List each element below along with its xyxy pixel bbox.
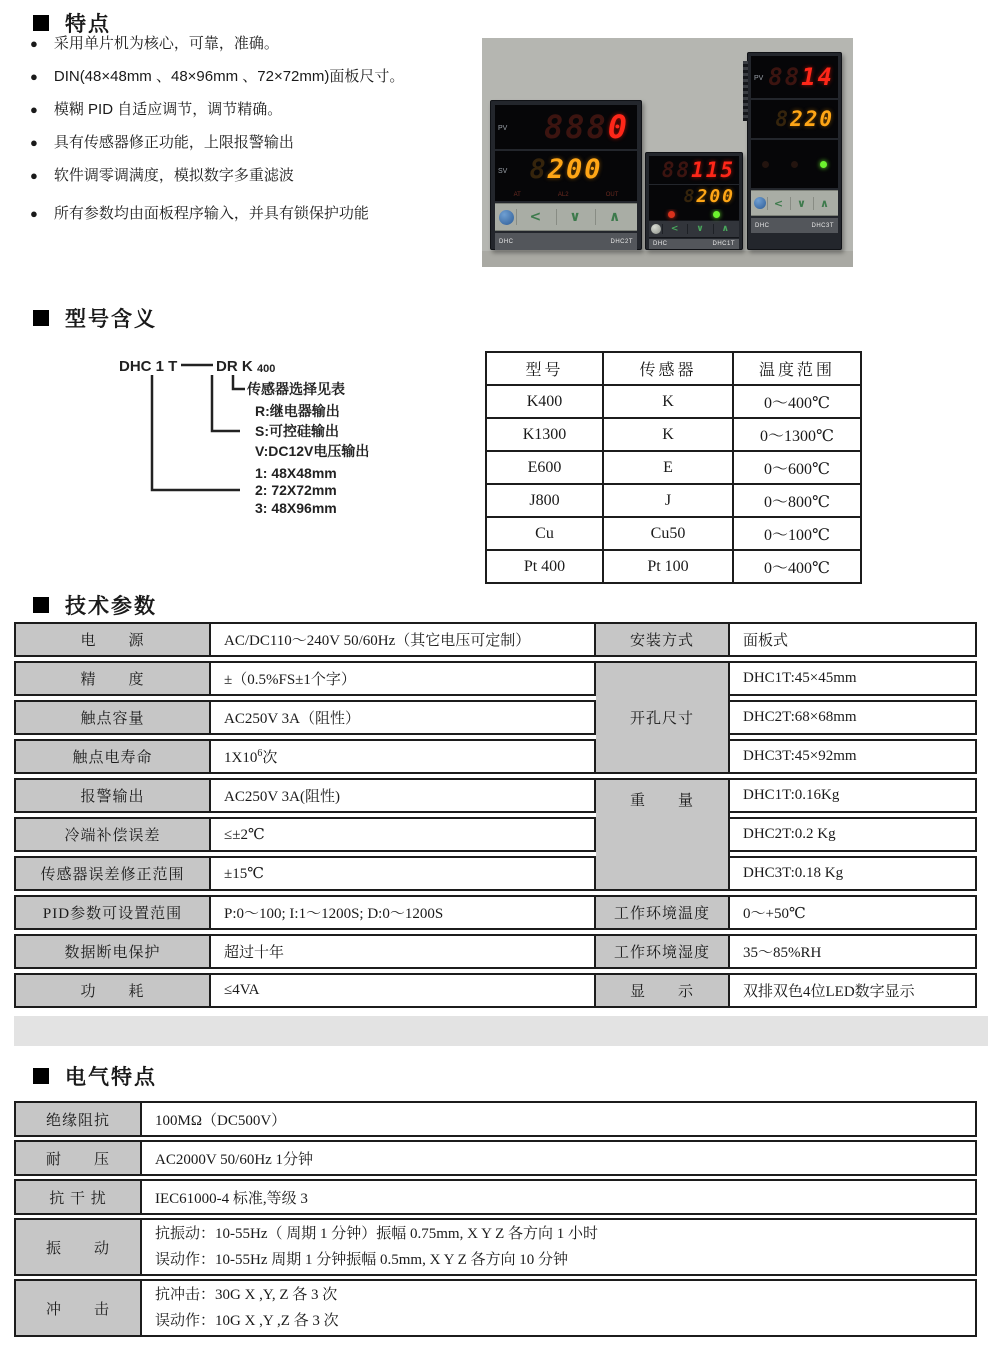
param-label: 显 示 — [596, 973, 730, 1008]
param-value: 面板式 — [730, 622, 977, 657]
value-tail: 次 — [262, 750, 278, 766]
param-value: 35～85%RH — [730, 934, 977, 969]
sv-display — [649, 185, 739, 209]
pv-value: 14 — [801, 63, 834, 91]
value-line-1: 抗冲击：30G X ,Y, Z 各 3 次 — [155, 1287, 338, 1303]
feature-item — [30, 66, 480, 99]
cell-range: 0～400℃ — [733, 385, 861, 418]
pv-value: 0 — [607, 108, 629, 146]
sv-value: 200 — [696, 186, 735, 207]
cell-range: 0～600℃ — [733, 451, 861, 484]
param-value — [142, 1279, 977, 1337]
ghost-digits: 8 — [529, 154, 548, 185]
indicator-out: OUT — [605, 192, 619, 198]
shift-button[interactable]: < — [767, 197, 789, 210]
param-label: 重 量 — [596, 778, 730, 891]
bullet-dot-icon: ● — [30, 168, 38, 183]
pv-label: PV — [754, 75, 764, 82]
param-value — [211, 739, 596, 774]
set-button[interactable] — [499, 210, 514, 225]
cell-model: K1300 — [486, 418, 603, 451]
tech-title: 技术参数 — [65, 595, 157, 618]
feature-item — [30, 165, 480, 198]
param-label: 抗 干 扰 — [14, 1179, 142, 1215]
cell-range: 0～400℃ — [733, 550, 861, 583]
table-row — [14, 973, 977, 1008]
section-square-icon — [33, 1068, 49, 1084]
table-row — [14, 1218, 977, 1276]
param-value: 0～+50℃ — [730, 895, 977, 930]
model-title: 型号含义 — [65, 308, 157, 331]
sv-display — [495, 151, 637, 189]
cell-sensor: Pt 100 — [603, 550, 733, 583]
param-value: DHC3T:45×92mm — [730, 739, 977, 774]
scr-output-label: S:可控硅输出 — [255, 423, 339, 439]
button-strip — [649, 220, 739, 238]
bullet-dot-icon: ● — [30, 36, 38, 51]
param-value: 100MΩ（DC500V） — [142, 1101, 977, 1137]
param-value: DHC1T:45×45mm — [730, 661, 977, 696]
table-row — [14, 622, 977, 657]
sensor-connector-line — [233, 375, 245, 389]
feature-item — [30, 33, 480, 66]
cell-model: Pt 400 — [486, 550, 603, 583]
size3-label: 3: 48X96mm — [255, 500, 337, 516]
table-row — [486, 418, 861, 451]
param-label: 冷端补偿误差 — [14, 817, 211, 852]
section-square-icon — [33, 597, 49, 613]
at-led — [762, 161, 769, 168]
param-label: 功 耗 — [14, 973, 211, 1008]
param-label: 触点电寿命 — [14, 739, 211, 774]
feature-text: 所有参数均由面板程序输入，并具有锁保护功能 — [53, 205, 369, 222]
alarm-led — [668, 211, 675, 218]
sensor-table-header — [486, 352, 861, 385]
down-button[interactable]: ∨ — [556, 209, 594, 225]
feature-item — [30, 99, 480, 132]
size-connector-line — [152, 375, 240, 490]
param-label: 工作环境温度 — [596, 895, 730, 930]
param-label: 触点容量 — [14, 700, 211, 735]
param-value: P:0～100; I:1～1200S; D:0～1200S — [211, 895, 596, 930]
bullet-dot-icon: ● — [30, 206, 38, 221]
table-row — [14, 1140, 977, 1176]
heatsink-vents — [743, 61, 748, 121]
param-label: 冲 击 — [14, 1279, 142, 1337]
sv-value: 220 — [790, 107, 834, 131]
cell-model: J800 — [486, 484, 603, 517]
controller-72x72 — [490, 100, 642, 250]
voltage-output-label: V:DC12V电压输出 — [255, 443, 370, 459]
model-text: DHC2T — [610, 238, 633, 245]
table-row — [486, 484, 861, 517]
value-superscript: 6 — [257, 748, 263, 759]
section-square-icon — [33, 15, 49, 31]
param-label: 报警输出 — [14, 778, 211, 813]
product-photo — [482, 38, 853, 267]
table-row — [14, 778, 977, 813]
cell-range: 0～100℃ — [733, 517, 861, 550]
feature-list — [30, 33, 480, 236]
param-label: PID参数可设置范围 — [14, 895, 211, 930]
ghost-digits: 88 — [661, 158, 692, 182]
table-row — [486, 451, 861, 484]
table-row — [14, 895, 977, 930]
brand-strip — [751, 218, 838, 233]
cell-sensor: J — [603, 484, 733, 517]
model-text: DHC1T — [712, 241, 735, 247]
sv-label: SV — [498, 168, 508, 175]
cell-model: Cu — [486, 517, 603, 550]
bullet-dot-icon: ● — [30, 102, 38, 117]
cell-model: E600 — [486, 451, 603, 484]
shift-button[interactable]: < — [516, 209, 554, 225]
model-heading — [33, 303, 157, 333]
ghost-digits: 8 — [683, 186, 697, 207]
param-value: IEC61000-4 标准,等级 3 — [142, 1179, 977, 1215]
controller-48x96 — [747, 52, 842, 250]
pv-display — [751, 56, 838, 98]
pv-value: 115 — [691, 158, 735, 182]
value-line-1: 抗振动：10-55Hz（ 周期 1 分钟）振幅 0.75mm, X Y Z 各方向 1 小时 — [155, 1226, 599, 1242]
param-value: AC/DC110～240V 50/60Hz（其它电压可定制） — [211, 622, 596, 657]
out-led — [713, 211, 720, 218]
cell-sensor: E — [603, 451, 733, 484]
table-row — [14, 817, 977, 852]
ghost-digits: 8 — [775, 107, 791, 131]
value-line-2: 误动作：10G X ,Y ,Z 各 3 次 — [155, 1313, 339, 1329]
param-value: ±15℃ — [211, 856, 596, 891]
table-row — [486, 517, 861, 550]
model-text: DHC3T — [811, 222, 834, 229]
sv-display — [751, 100, 838, 138]
brand-text: DHC — [499, 238, 514, 245]
param-value: 超过十年 — [211, 934, 596, 969]
col-header-range: 温度范围 — [733, 352, 861, 385]
sensor-select-label: 传感器选择见表 — [247, 381, 345, 397]
param-value: 双排双色4位LED数字显示 — [730, 973, 977, 1008]
size2-label: 2: 72X72mm — [255, 482, 337, 498]
code-suffix: 400 — [257, 363, 276, 375]
cell-range: 0～1300℃ — [733, 418, 861, 451]
table-row — [14, 661, 977, 696]
col-header-model: 型号 — [486, 352, 603, 385]
param-value: DHC1T:0.16Kg — [730, 778, 977, 813]
param-label: 耐 压 — [14, 1140, 142, 1176]
relay-output-label: R:继电器输出 — [255, 403, 340, 419]
shift-button[interactable]: < — [662, 224, 686, 234]
button-strip — [495, 203, 637, 231]
table-row — [14, 856, 977, 891]
indicator-at: AT — [513, 192, 521, 198]
pv-label: PV — [498, 125, 508, 132]
up-button[interactable]: ∧ — [813, 197, 835, 210]
electrical-title: 电气特点 — [65, 1066, 157, 1089]
indicator-al2: AL2 — [557, 192, 569, 198]
size1-label: 1: 48X48mm — [255, 465, 337, 481]
param-value: DHC2T:0.2 Kg — [730, 817, 977, 852]
indicator-row — [751, 140, 838, 188]
ghost-digits: 888 — [543, 108, 608, 146]
param-label: 传感器误差修正范围 — [14, 856, 211, 891]
param-value: AC250V 3A(阻性) — [211, 778, 596, 813]
param-value — [142, 1218, 977, 1276]
cell-model: K400 — [486, 385, 603, 418]
controller-48x48 — [645, 152, 743, 250]
button-strip — [751, 190, 838, 216]
up-button[interactable]: ∧ — [713, 224, 737, 234]
table-row — [14, 1279, 977, 1337]
table-row — [14, 700, 977, 735]
table-row — [486, 385, 861, 418]
code-mid: DR K — [216, 358, 253, 375]
feature-text: 具有传感器修正功能，上限报警输出 — [53, 134, 294, 151]
param-label: 绝缘阻抗 — [14, 1101, 142, 1137]
value-base: 1X10 — [224, 750, 258, 766]
model-code-diagram — [105, 352, 435, 537]
pv-display — [649, 156, 739, 184]
col-header-sensor: 传感器 — [603, 352, 733, 385]
ghost-digits: 88 — [768, 63, 802, 91]
features-title: 特点 — [65, 13, 111, 36]
brand-text: DHC — [653, 241, 668, 247]
photo-tabletop — [482, 251, 853, 267]
tech-params-table — [14, 618, 977, 1012]
cell-range: 0～800℃ — [733, 484, 861, 517]
param-label: 安装方式 — [596, 622, 730, 657]
param-label: 电 源 — [14, 622, 211, 657]
param-label: 开孔尺寸 — [596, 661, 730, 774]
param-value: ≤±2℃ — [211, 817, 596, 852]
param-value: AC2000V 50/60Hz 1分钟 — [142, 1140, 977, 1176]
indicator-row — [495, 189, 637, 201]
table-row — [14, 934, 977, 969]
value-line-2: 误动作：10-55Hz 周期 1 分钟振幅 0.5mm, X Y Z 各方向 10 分钟 — [155, 1252, 569, 1268]
code-prefix: DHC 1 T — [119, 358, 178, 375]
table-row — [14, 1179, 977, 1215]
section-square-icon — [33, 310, 49, 326]
down-button[interactable]: ∨ — [790, 197, 812, 210]
pv-display — [495, 105, 637, 149]
up-button[interactable]: ∧ — [595, 209, 633, 225]
param-value: ±（0.5%FS±1个字） — [211, 661, 596, 696]
electrical-table — [14, 1098, 977, 1340]
table-footer-band — [14, 1016, 988, 1046]
param-label: 工作环境湿度 — [596, 934, 730, 969]
feature-text: 模糊 PID 自适应调节，调节精确。 — [53, 101, 283, 118]
cell-sensor: Cu50 — [603, 517, 733, 550]
sv-value: 200 — [547, 154, 603, 185]
feature-text: 采用单片机为核心，可靠，准确。 — [53, 35, 279, 52]
param-value: AC250V 3A（阻性） — [211, 700, 596, 735]
output-connector-line — [212, 375, 240, 431]
down-button[interactable]: ∨ — [687, 224, 711, 234]
cell-sensor: K — [603, 385, 733, 418]
feature-item — [30, 132, 480, 165]
feature-text: 软件调零调满度，模拟数字多重滤波 — [53, 167, 294, 184]
table-row — [14, 739, 977, 774]
brand-strip — [649, 239, 739, 249]
bullet-dot-icon: ● — [30, 69, 38, 84]
param-label: 精 度 — [14, 661, 211, 696]
param-label: 振 动 — [14, 1218, 142, 1276]
param-value: DHC2T:68×68mm — [730, 700, 977, 735]
table-row — [14, 1101, 977, 1137]
param-label: 数据断电保护 — [14, 934, 211, 969]
out-led — [820, 161, 827, 168]
electrical-heading — [33, 1061, 157, 1091]
al2-led — [791, 161, 798, 168]
sensor-table — [485, 351, 862, 584]
table-row — [486, 550, 861, 583]
cell-sensor: K — [603, 418, 733, 451]
set-button[interactable] — [754, 197, 766, 209]
param-value: ≤4VA — [211, 973, 596, 1008]
bullet-dot-icon: ● — [30, 135, 38, 150]
tech-heading — [33, 590, 157, 620]
led-row — [649, 209, 739, 220]
brand-strip — [495, 233, 637, 250]
feature-text: DIN(48×48mm 、48×96mm 、72×72mm)面板尺寸。 — [53, 68, 405, 85]
feature-item — [30, 203, 480, 236]
param-value: DHC3T:0.18 Kg — [730, 856, 977, 891]
brand-text: DHC — [755, 222, 770, 229]
set-button[interactable] — [651, 224, 661, 234]
